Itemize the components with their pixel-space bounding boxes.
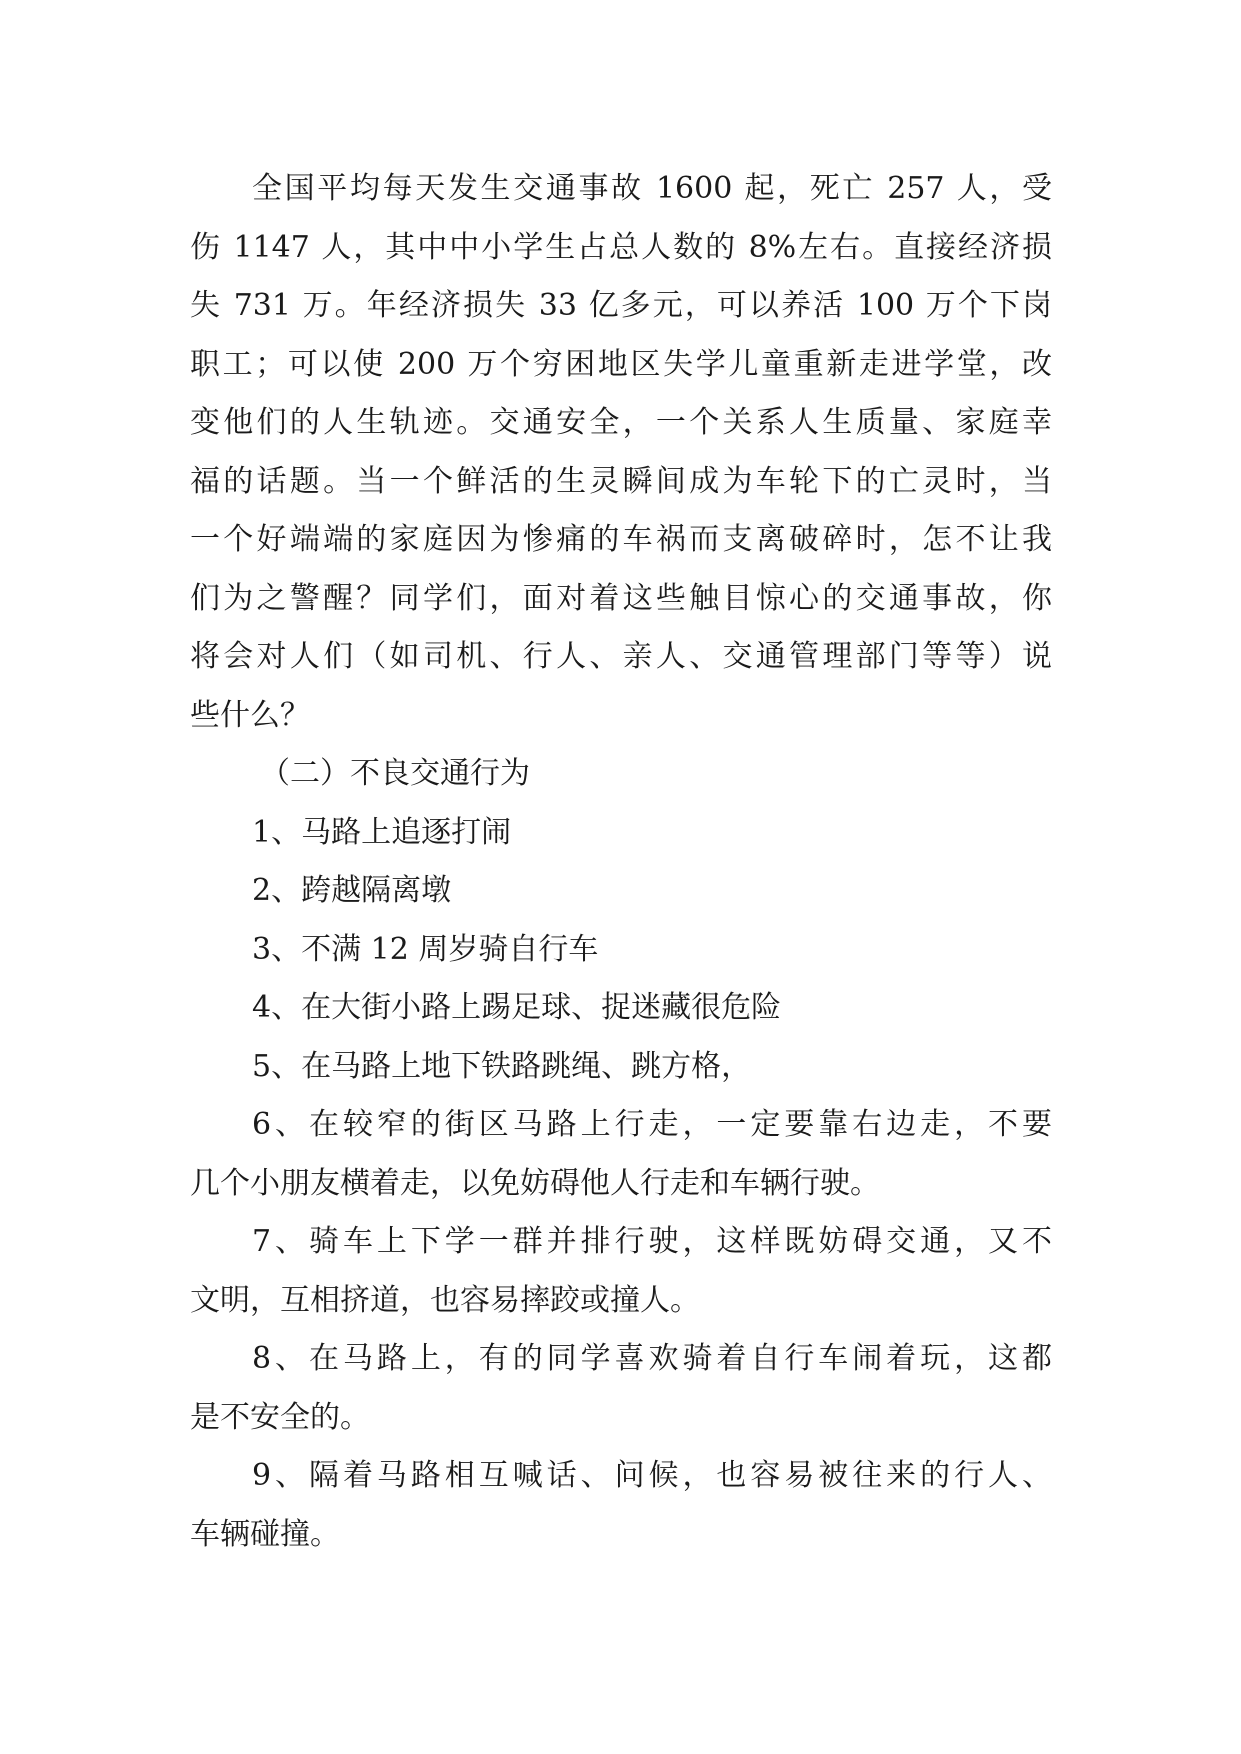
list-item: 3、不满 12 周岁骑自行车 xyxy=(252,931,599,967)
list-item: 7、骑车上下学一群并排行驶，这样既妨碍交通，又不 xyxy=(252,1224,1052,1259)
list-item: 2、跨越隔离墩 xyxy=(252,873,452,908)
list-item-continuation: 是不安全的。 xyxy=(190,1399,370,1435)
document-body xyxy=(190,160,1052,1564)
list-item-continuation: 几个小朋友横着走，以免妨碍他人行走和车辆行驶。 xyxy=(190,1165,880,1201)
paragraph-line: 全国平均每天发生交通事故 1600 起，死亡 257 人，受 xyxy=(252,171,1052,206)
paragraph-line: 失 731 万。年经济损失 33 亿多元，可以养活 100 万个下岗 xyxy=(190,288,1052,323)
paragraph-line: 职工；可以使 200 万个穷困地区失学儿童重新走进学堂，改 xyxy=(190,346,1052,382)
paragraph-line: 将会对人们（如司机、行人、亲人、交通管理部门等等）说 xyxy=(190,639,1052,674)
paragraph-line: 些什么？ xyxy=(190,697,310,733)
paragraph-line: 伤 1147 人，其中中小学生占总人数的 8%左右。直接经济损 xyxy=(190,229,1052,265)
paragraph-line: 福的话题。当一个鲜活的生灵瞬间成为车轮下的亡灵时，当 xyxy=(190,463,1052,499)
list-item: 8、在马路上，有的同学喜欢骑着自行车闹着玩，这都 xyxy=(252,1341,1052,1376)
list-item: 1、马路上追逐打闹 xyxy=(252,814,512,850)
list-item-continuation: 文明，互相挤道，也容易摔跤或撞人。 xyxy=(190,1282,700,1318)
list-item-continuation: 车辆碰撞。 xyxy=(190,1516,340,1552)
section-heading: （二）不良交通行为 xyxy=(260,756,530,791)
paragraph-line: 一个好端端的家庭因为惨痛的车祸而支离破碎时，怎不让我 xyxy=(190,522,1052,557)
list-item: 9、隔着马路相互喊话、问候，也容易被往来的行人、 xyxy=(252,1458,1052,1493)
list-item: 4、在大街小路上踢足球、捉迷藏很危险 xyxy=(252,990,782,1025)
paragraph-line: 变他们的人生轨迹。交通安全，一个关系人生质量、家庭幸 xyxy=(190,405,1052,440)
paragraph-line: 们为之警醒？同学们，面对着这些触目惊心的交通事故，你 xyxy=(190,580,1052,616)
list-item: 5、在马路上地下铁路跳绳、跳方格， xyxy=(252,1048,752,1084)
list-item: 6、在较窄的街区马路上行走，一定要靠右边走，不要 xyxy=(252,1107,1052,1142)
